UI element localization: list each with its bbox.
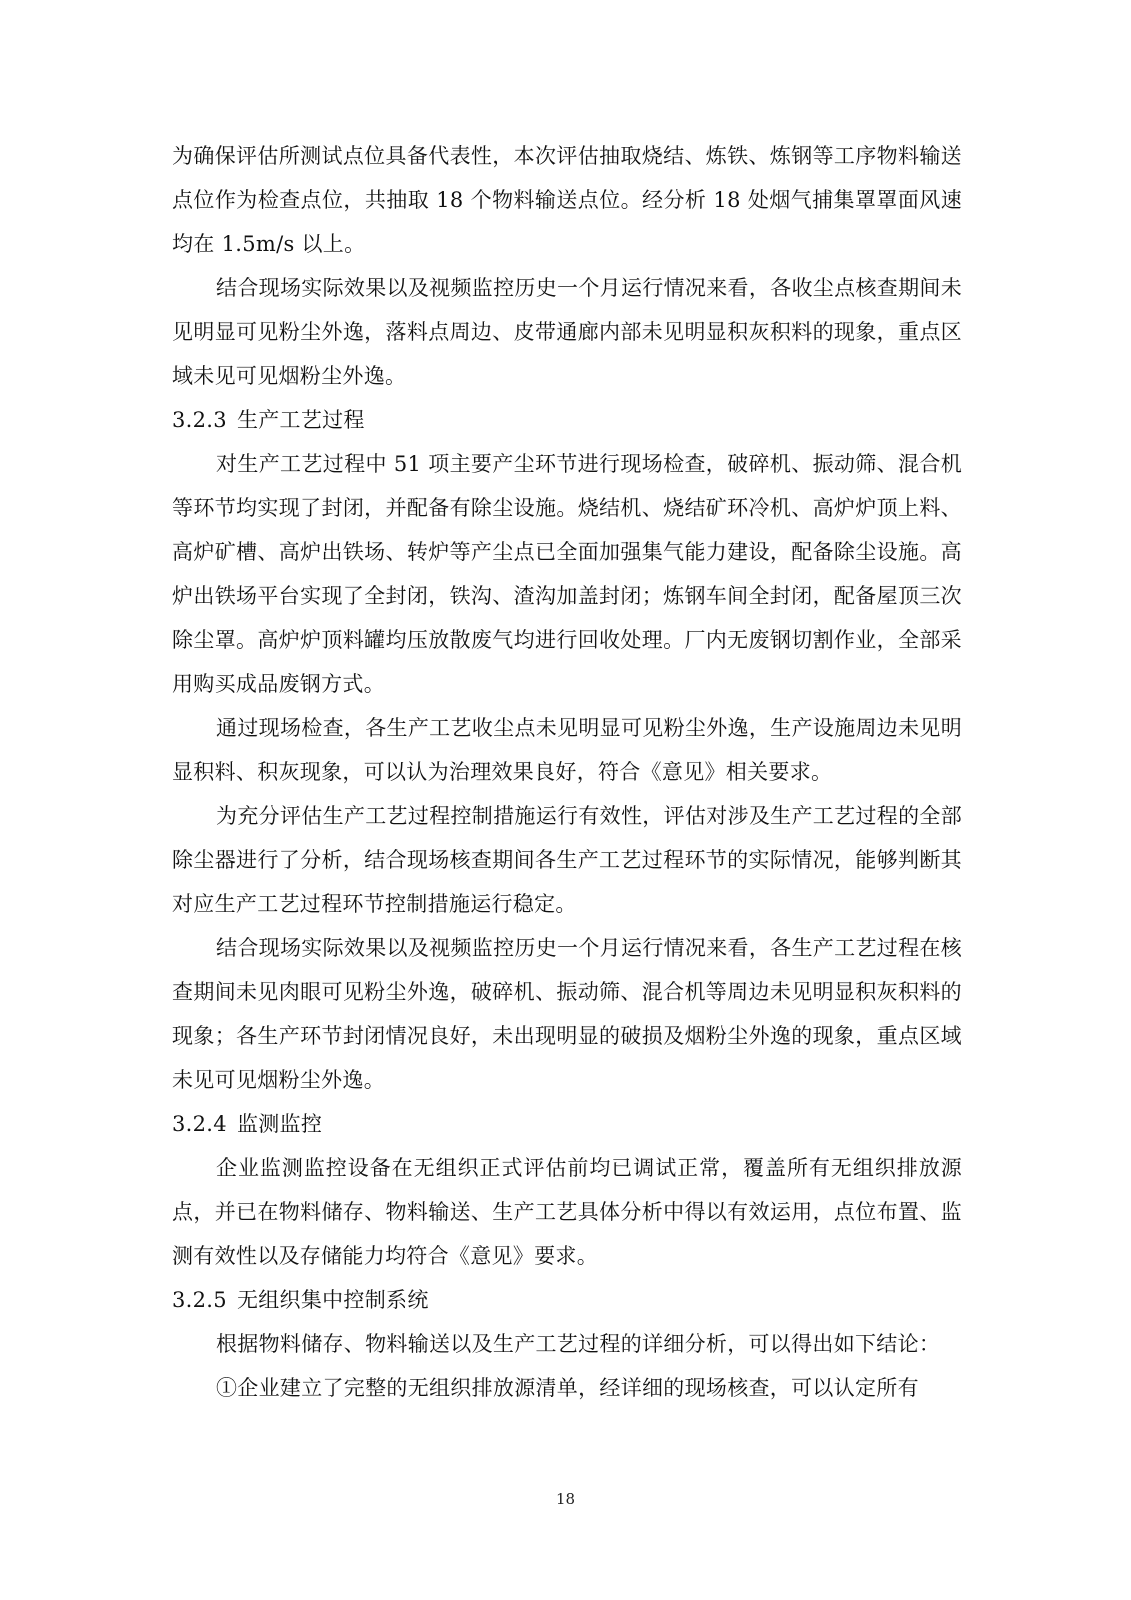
section-heading-3-2-4: [172, 1102, 962, 1146]
paragraph-process-result: 通过现场检查，各生产工艺收尘点未见明显可见粉尘外逸，生产设施周边未见明显积料、积灰现象，可以认为治理效果良好，符合《意见》相关要求。: [172, 716, 962, 784]
page-content: [172, 134, 962, 1410]
section-number: 3.2.5: [172, 1288, 227, 1312]
section-heading-3-2-3: [172, 398, 962, 442]
paragraph-monitoring-equipment: 企业监测监控设备在无组织正式评估前均已调试正常，覆盖所有无组织排放源点，并已在物料储存、物料输送、生产工艺具体分析中得以有效运用，点位布置、监测有效性以及存储能力均符合《意见》要求。: [172, 1156, 962, 1268]
paragraph-process-monitoring: 结合现场实际效果以及视频监控历史一个月运行情况来看，各生产工艺过程在核查期间未见肉眼可见粉尘外逸，破碎机、振动筛、混合机等周边未见明显积灰积料的现象；各生产环节封闭情况良好，未出现明显的破损及烟粉尘外逸的现象，重点区域未见可见烟粉尘外逸。: [172, 936, 962, 1092]
section-title: 无组织集中控制系统: [236, 1288, 429, 1312]
section-number: 3.2.4: [172, 1112, 227, 1136]
paragraph-conclusion-item-1: ①企业建立了完整的无组织排放源清单，经详细的现场核查，可以认定所有: [216, 1376, 919, 1400]
paragraph-monitoring-conveying: 结合现场实际效果以及视频监控历史一个月运行情况来看，各收尘点核查期间未见明显可见粉尘外逸，落料点周边、皮带通廊内部未见明显积灰积料的现象，重点区域未见可见烟粉尘外逸。: [172, 276, 962, 388]
page-number: 18: [555, 1490, 576, 1508]
section-title: 生产工艺过程: [236, 408, 365, 432]
paragraph-conclusion-intro: 根据物料储存、物料输送以及生产工艺过程的详细分析，可以得出如下结论：: [216, 1332, 941, 1356]
section-heading-3-2-5: [172, 1278, 962, 1322]
section-number: 3.2.3: [172, 408, 227, 432]
paragraph-process-inspection: 对生产工艺过程中 51 项主要产尘环节进行现场检查，破碎机、振动筛、混合机等环节均实现了封闭，并配备有除尘设施。烧结机、烧结矿环冷机、高炉炉顶上料、高炉矿槽、高炉出铁场、转炉等产尘点已全面加强集气能力建设，配备除尘设施。高炉出铁场平台实现了全封闭，铁沟、渣沟加盖封闭；炼钢车间全封闭，配备屋顶三次除尘罩。高炉炉顶料罐均压放散废气均进行回收处理。厂内无废钢切割作业，全部采用购买成品废钢方式。: [172, 452, 962, 696]
section-title: 监测监控: [236, 1112, 323, 1136]
paragraph-process-effectiveness: 为充分评估生产工艺过程控制措施运行有效性，评估对涉及生产工艺过程的全部除尘器进行了分析，结合现场核查期间各生产工艺过程环节的实际情况，能够判断其对应生产工艺过程环节控制措施运行稳定。: [172, 804, 962, 916]
paragraph-sampling-points: 为确保评估所测试点位具备代表性，本次评估抽取烧结、炼铁、炼钢等工序物料输送点位作为检查点位，共抽取 18 个物料输送点位。经分析 18 处烟气捕集罩罩面风速均在 1.5m/s 以上。: [172, 144, 962, 256]
